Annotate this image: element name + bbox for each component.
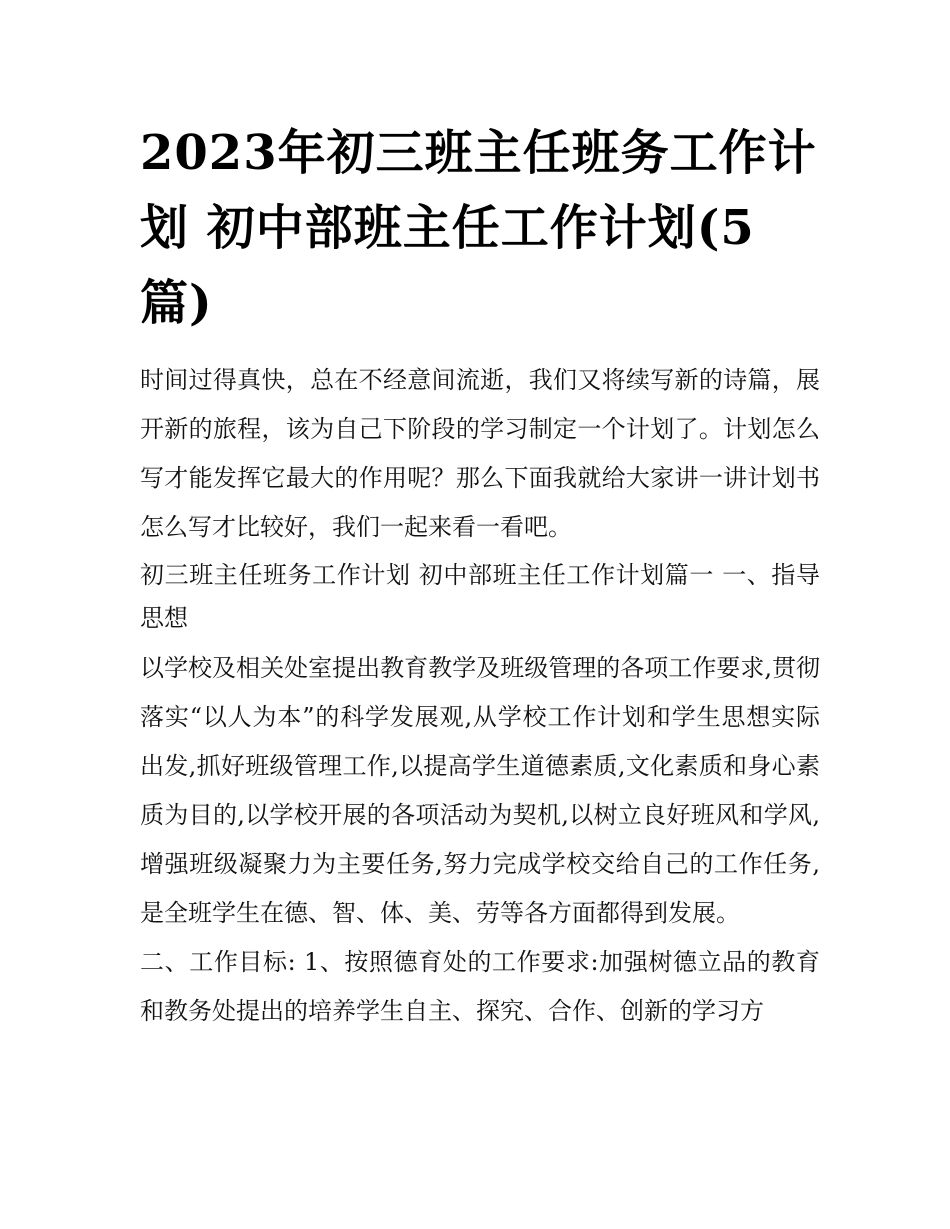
guiding-ideology-paragraph: 以学校及相关处室提出教育教学及班级管理的各项工作要求,贯彻落实“以人为本”的科学发展观,从学校工作计划和学生思想实际出发,抓好班级管理工作,以提高学生道德素质,文化素质和身心素质为目的,以学校开展的各项活动为契机,以树立良好班风和学风,增强班级凝聚力为主要任务,努力完成学校交给自己的工作任务,是全班学生在德、智、体、美、劳等各方面都得到发展。	[140, 654, 820, 927]
document-body	[140, 356, 820, 1036]
document-title: 2023年初三班主任班务工作计划 初中部班主任工作计划(5篇)	[140, 125, 817, 331]
intro-paragraph: 时间过得真快，总在不经意间流逝，我们又将续写新的诗篇，展开新的旅程，该为自己下阶段的学习制定一个计划了。计划怎么写才能发挥它最大的作用呢？那么下面我就给大家讲一讲计划书怎么写才比较好，我们一起来看一看吧。	[140, 366, 820, 541]
section-heading-paragraph: 初三班主任班务工作计划 初中部班主任工作计划篇一 一、指导思想	[140, 561, 820, 632]
work-goals-paragraph: 二、工作目标: 1、按照德育处的工作要求:加强树德立品的教育和教务处提出的培养学生自主、探究、合作、创新的学习方	[140, 948, 820, 1025]
